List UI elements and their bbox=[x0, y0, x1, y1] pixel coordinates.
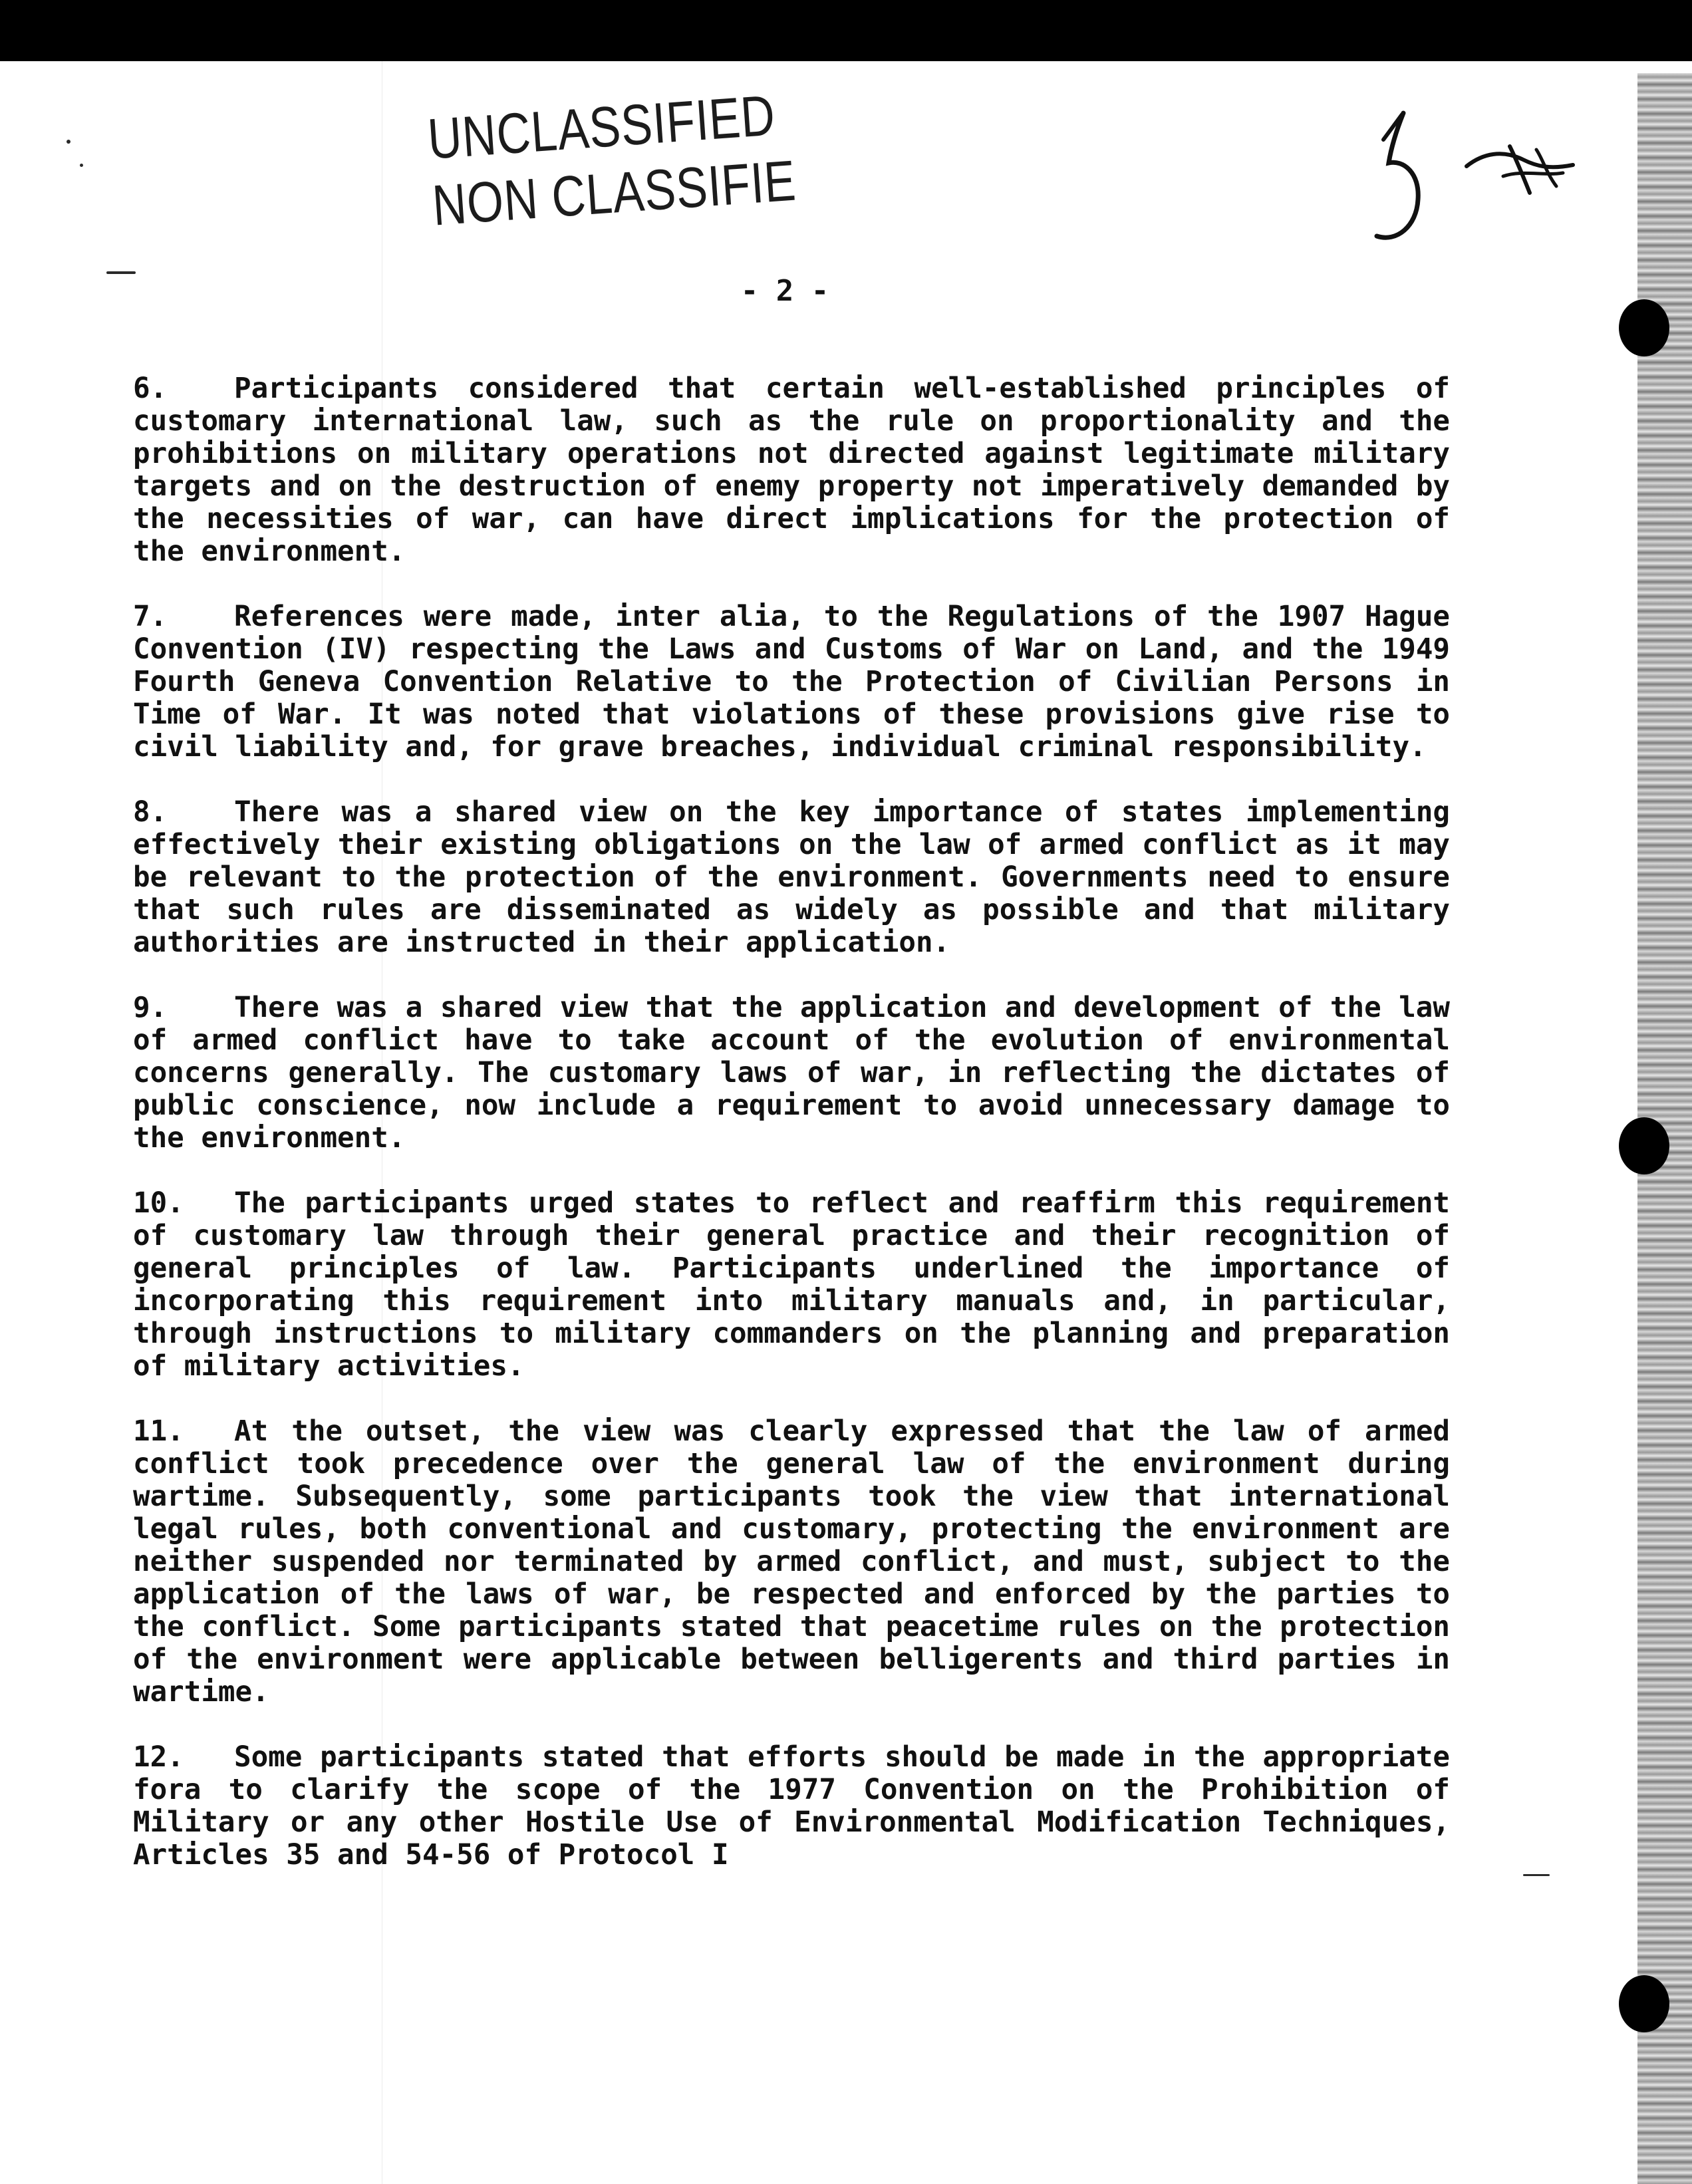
paragraph-number: 10. bbox=[133, 1187, 184, 1220]
punch-hole-top bbox=[1619, 299, 1669, 356]
handwritten-scribble-icon bbox=[1463, 140, 1576, 200]
paragraph-7 bbox=[133, 601, 1450, 763]
scan-speck bbox=[67, 140, 70, 144]
stamp-line-1: UNCLASSIFIED bbox=[426, 83, 777, 172]
punch-hole-middle bbox=[1619, 1117, 1669, 1174]
paragraph-text: Participants considered that certain well-established principles of customary international law, such as the rule on proportionality and the prohibitions on military operations not directed against legitimate military targets and on the destruction of enemy property not imperatively demanded by the necessities of war, can have direct implications for the protection of the environment. bbox=[133, 372, 1450, 568]
paragraph-text: The participants urged states to reflect and reaffirm this requirement of customary law through their general practice and their recognition of general principles of law. Participants underlined the importance of incorporating this requirement into military manuals and, in particular, through instructions to military commanders on the planning and preparation of military activities. bbox=[133, 1187, 1450, 1383]
paragraph-number: 12. bbox=[133, 1741, 184, 1774]
paragraph-12 bbox=[133, 1741, 1450, 1871]
paragraph-text: At the outset, the view was clearly expressed that the law of armed conflict took precedence over the general law of the environment during wartime. Subsequently, some participants took the view that international legal rules, both conventional and customary, protecting the environment are neither suspended nor terminated by armed conflict, and must, subject to the application of the laws of war, be respected and enforced by the parties to the conflict. Some participants stated that peacetime rules on the protection of the environment were applicable between belligerents and third parties in wartime. bbox=[133, 1415, 1450, 1708]
document-body bbox=[133, 372, 1450, 1871]
paragraph-number: 7. bbox=[133, 601, 168, 633]
unclassified-stamp bbox=[426, 81, 798, 239]
paragraph-8 bbox=[133, 796, 1450, 959]
stamp-line-2: NON CLASSIFIE bbox=[430, 148, 798, 238]
scan-speck bbox=[106, 271, 136, 274]
scan-top-border bbox=[0, 0, 1692, 61]
paragraph-9 bbox=[133, 992, 1450, 1155]
punch-hole-bottom bbox=[1619, 1975, 1669, 2032]
paragraph-6 bbox=[133, 372, 1450, 568]
paragraph-10 bbox=[133, 1187, 1450, 1383]
paragraph-number: 8. bbox=[133, 796, 168, 829]
paragraph-11 bbox=[133, 1415, 1450, 1708]
page-number: - 2 - bbox=[740, 274, 829, 308]
paragraph-text: There was a shared view that the application and development of the law of armed conflict have to take account of the evolution of environmental concerns generally. The customary laws of war, in reflecting the dictates of public conscience, now include a requirement to avoid unnecessary damage to the environment. bbox=[133, 992, 1450, 1155]
paragraph-text: There was a shared view on the key importance of states implementing effectively their existing obligations on the law of armed conflict as it may be relevant to the protection of the environment. Governments need to ensure that such rules are disseminated as widely as possible and that military authorities are instructed in their application. bbox=[133, 796, 1450, 959]
scan-speck bbox=[80, 164, 83, 167]
paragraph-number: 6. bbox=[133, 372, 168, 405]
paragraph-text: Some participants stated that efforts should be made in the appropriate fora to clarify the scope of the 1977 Convention on the Prohibition of Military or any other Hostile Use of Environmental Modification Techniques, Articles 35 and 54-56 of Protocol I bbox=[133, 1741, 1450, 1871]
paragraph-number: 9. bbox=[133, 992, 168, 1024]
paragraph-text: References were made, inter alia, to the Regulations of the 1907 Hague Convention (IV) respecting the Laws and Customs of War on Land, and the 1949 Fourth Geneva Convention Relative to the Protection of Civilian Persons in Time of War. It was noted that violations of these provisions give rise to civil liability and, for grave breaches, individual criminal responsibility. bbox=[133, 601, 1450, 763]
handwritten-number-5 bbox=[1357, 100, 1430, 259]
scan-speck bbox=[1523, 1874, 1550, 1876]
paragraph-number: 11. bbox=[133, 1415, 184, 1448]
